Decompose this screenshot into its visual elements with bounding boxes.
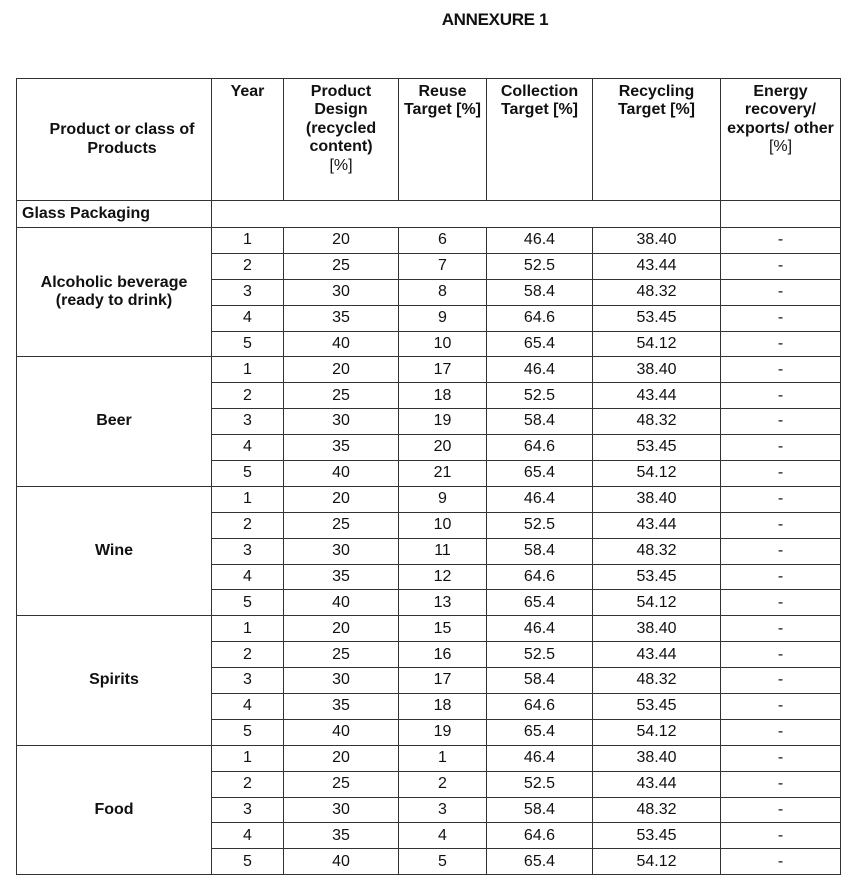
energy-cell: - [721, 849, 841, 875]
year-cell: 1 [212, 745, 284, 771]
collection-cell: 58.4 [487, 279, 593, 305]
design-cell: 40 [284, 461, 399, 487]
year-cell: 1 [212, 357, 284, 383]
energy-cell: - [721, 461, 841, 487]
reuse-cell: 9 [399, 486, 487, 512]
year-cell: 4 [212, 694, 284, 720]
table-row [17, 357, 841, 383]
reuse-cell: 19 [399, 409, 487, 435]
table-row [17, 616, 841, 642]
design-cell: 40 [284, 849, 399, 875]
year-cell: 2 [212, 642, 284, 668]
energy-cell: - [721, 383, 841, 409]
reuse-cell: 11 [399, 538, 487, 564]
energy-cell: - [721, 590, 841, 616]
reuse-cell: 10 [399, 512, 487, 538]
energy-cell: - [721, 435, 841, 461]
header-row [17, 79, 841, 201]
collection-cell: 58.4 [487, 668, 593, 694]
product-class-label: Beer [17, 357, 212, 486]
design-cell: 20 [284, 228, 399, 254]
reuse-cell: 15 [399, 616, 487, 642]
reuse-cell: 16 [399, 642, 487, 668]
year-cell: 4 [212, 564, 284, 590]
collection-cell: 52.5 [487, 771, 593, 797]
energy-cell: - [721, 331, 841, 357]
year-cell: 2 [212, 771, 284, 797]
recycling-cell: 38.40 [593, 357, 721, 383]
reuse-cell: 19 [399, 719, 487, 745]
recycling-cell: 54.12 [593, 331, 721, 357]
collection-cell: 65.4 [487, 461, 593, 487]
year-cell: 5 [212, 331, 284, 357]
energy-cell: - [721, 771, 841, 797]
energy-cell: - [721, 823, 841, 849]
energy-cell: - [721, 357, 841, 383]
year-cell: 2 [212, 253, 284, 279]
year-cell: 1 [212, 228, 284, 254]
reuse-cell: 3 [399, 797, 487, 823]
energy-cell: - [721, 797, 841, 823]
design-cell: 40 [284, 331, 399, 357]
reuse-cell: 18 [399, 694, 487, 720]
reuse-cell: 12 [399, 564, 487, 590]
design-cell: 20 [284, 616, 399, 642]
recycling-cell: 54.12 [593, 849, 721, 875]
header-year: Year [212, 79, 284, 201]
collection-cell: 52.5 [487, 253, 593, 279]
recycling-cell: 48.32 [593, 279, 721, 305]
energy-cell: - [721, 512, 841, 538]
design-cell: 35 [284, 435, 399, 461]
year-cell: 4 [212, 305, 284, 331]
table-row [17, 228, 841, 254]
year-cell: 1 [212, 616, 284, 642]
recycling-cell: 48.32 [593, 538, 721, 564]
reuse-cell: 5 [399, 849, 487, 875]
collection-cell: 58.4 [487, 409, 593, 435]
collection-cell: 65.4 [487, 331, 593, 357]
energy-cell: - [721, 564, 841, 590]
reuse-cell: 6 [399, 228, 487, 254]
collection-cell: 52.5 [487, 512, 593, 538]
section-row [17, 201, 841, 228]
header-energy-unit: [%] [768, 138, 793, 156]
year-cell: 4 [212, 435, 284, 461]
recycling-cell: 53.45 [593, 823, 721, 849]
energy-cell: - [721, 668, 841, 694]
recycling-cell: 38.40 [593, 745, 721, 771]
year-cell: 5 [212, 849, 284, 875]
collection-cell: 58.4 [487, 797, 593, 823]
collection-cell: 65.4 [487, 590, 593, 616]
design-cell: 25 [284, 253, 399, 279]
design-cell: 40 [284, 590, 399, 616]
year-cell: 5 [212, 461, 284, 487]
year-cell: 4 [212, 823, 284, 849]
year-cell: 5 [212, 590, 284, 616]
year-cell: 5 [212, 719, 284, 745]
recycling-cell: 48.32 [593, 668, 721, 694]
recycling-cell: 43.44 [593, 383, 721, 409]
year-cell: 2 [212, 512, 284, 538]
recycling-cell: 54.12 [593, 461, 721, 487]
collection-cell: 46.4 [487, 616, 593, 642]
recycling-cell: 43.44 [593, 771, 721, 797]
reuse-cell: 20 [399, 435, 487, 461]
collection-cell: 52.5 [487, 383, 593, 409]
header-energy-label: Energy recovery/ exports/ other [727, 83, 834, 137]
year-cell: 1 [212, 486, 284, 512]
section-blank [212, 201, 721, 228]
energy-cell: - [721, 305, 841, 331]
design-cell: 30 [284, 668, 399, 694]
recycling-cell: 54.12 [593, 719, 721, 745]
collection-cell: 65.4 [487, 719, 593, 745]
header-design-label: Product Design (recycled content) [305, 83, 377, 156]
year-cell: 3 [212, 409, 284, 435]
design-cell: 35 [284, 823, 399, 849]
design-cell: 20 [284, 357, 399, 383]
recycling-cell: 53.45 [593, 305, 721, 331]
reuse-cell: 18 [399, 383, 487, 409]
reuse-cell: 17 [399, 357, 487, 383]
recycling-cell: 43.44 [593, 512, 721, 538]
collection-cell: 64.6 [487, 435, 593, 461]
design-cell: 35 [284, 694, 399, 720]
reuse-cell: 8 [399, 279, 487, 305]
recycling-cell: 38.40 [593, 228, 721, 254]
design-cell: 40 [284, 719, 399, 745]
collection-cell: 64.6 [487, 564, 593, 590]
recycling-cell: 53.45 [593, 564, 721, 590]
collection-cell: 46.4 [487, 486, 593, 512]
product-class-label: Wine [17, 486, 212, 615]
collection-cell: 46.4 [487, 745, 593, 771]
product-class-label: Spirits [17, 616, 212, 745]
section-blank-energy [721, 201, 841, 228]
design-cell: 30 [284, 538, 399, 564]
header-recycling: Recycling Target [%] [593, 79, 721, 201]
recycling-cell: 38.40 [593, 616, 721, 642]
design-cell: 25 [284, 383, 399, 409]
header-reuse: Reuse Target [%] [399, 79, 487, 201]
reuse-cell: 1 [399, 745, 487, 771]
recycling-cell: 38.40 [593, 486, 721, 512]
energy-cell: - [721, 409, 841, 435]
recycling-cell: 53.45 [593, 435, 721, 461]
energy-cell: - [721, 719, 841, 745]
header-design-unit: [%] [329, 156, 353, 174]
recycling-cell: 43.44 [593, 253, 721, 279]
table-row [17, 486, 841, 512]
reuse-cell: 2 [399, 771, 487, 797]
header-energy [721, 79, 841, 201]
header-product: Product or class of Products [17, 79, 212, 201]
collection-cell: 64.6 [487, 823, 593, 849]
reuse-cell: 4 [399, 823, 487, 849]
year-cell: 3 [212, 279, 284, 305]
design-cell: 25 [284, 771, 399, 797]
reuse-cell: 21 [399, 461, 487, 487]
energy-cell: - [721, 745, 841, 771]
recycling-cell: 43.44 [593, 642, 721, 668]
recycling-cell: 53.45 [593, 694, 721, 720]
header-design [284, 79, 399, 201]
design-cell: 20 [284, 486, 399, 512]
reuse-cell: 7 [399, 253, 487, 279]
recycling-cell: 54.12 [593, 590, 721, 616]
year-cell: 2 [212, 383, 284, 409]
year-cell: 3 [212, 668, 284, 694]
collection-cell: 46.4 [487, 357, 593, 383]
design-cell: 30 [284, 409, 399, 435]
energy-cell: - [721, 694, 841, 720]
design-cell: 25 [284, 642, 399, 668]
collection-cell: 58.4 [487, 538, 593, 564]
energy-cell: - [721, 616, 841, 642]
design-cell: 30 [284, 797, 399, 823]
collection-cell: 64.6 [487, 305, 593, 331]
product-class-label: Alcoholic beverage (ready to drink) [17, 228, 212, 357]
year-cell: 3 [212, 538, 284, 564]
energy-cell: - [721, 642, 841, 668]
design-cell: 25 [284, 512, 399, 538]
reuse-cell: 17 [399, 668, 487, 694]
reuse-cell: 10 [399, 331, 487, 357]
page-title: ANNEXURE 1 [441, 10, 549, 29]
header-collection: Collection Target [%] [487, 79, 593, 201]
collection-cell: 52.5 [487, 642, 593, 668]
design-cell: 20 [284, 745, 399, 771]
energy-cell: - [721, 486, 841, 512]
product-class-label: Food [17, 745, 212, 874]
energy-cell: - [721, 253, 841, 279]
recycling-cell: 48.32 [593, 409, 721, 435]
recycling-cell: 48.32 [593, 797, 721, 823]
design-cell: 30 [284, 279, 399, 305]
targets-table [16, 78, 841, 875]
collection-cell: 46.4 [487, 228, 593, 254]
table-row [17, 745, 841, 771]
reuse-cell: 13 [399, 590, 487, 616]
reuse-cell: 9 [399, 305, 487, 331]
year-cell: 3 [212, 797, 284, 823]
energy-cell: - [721, 228, 841, 254]
energy-cell: - [721, 538, 841, 564]
design-cell: 35 [284, 305, 399, 331]
energy-cell: - [721, 279, 841, 305]
collection-cell: 65.4 [487, 849, 593, 875]
design-cell: 35 [284, 564, 399, 590]
collection-cell: 64.6 [487, 694, 593, 720]
section-label: Glass Packaging [17, 201, 212, 228]
